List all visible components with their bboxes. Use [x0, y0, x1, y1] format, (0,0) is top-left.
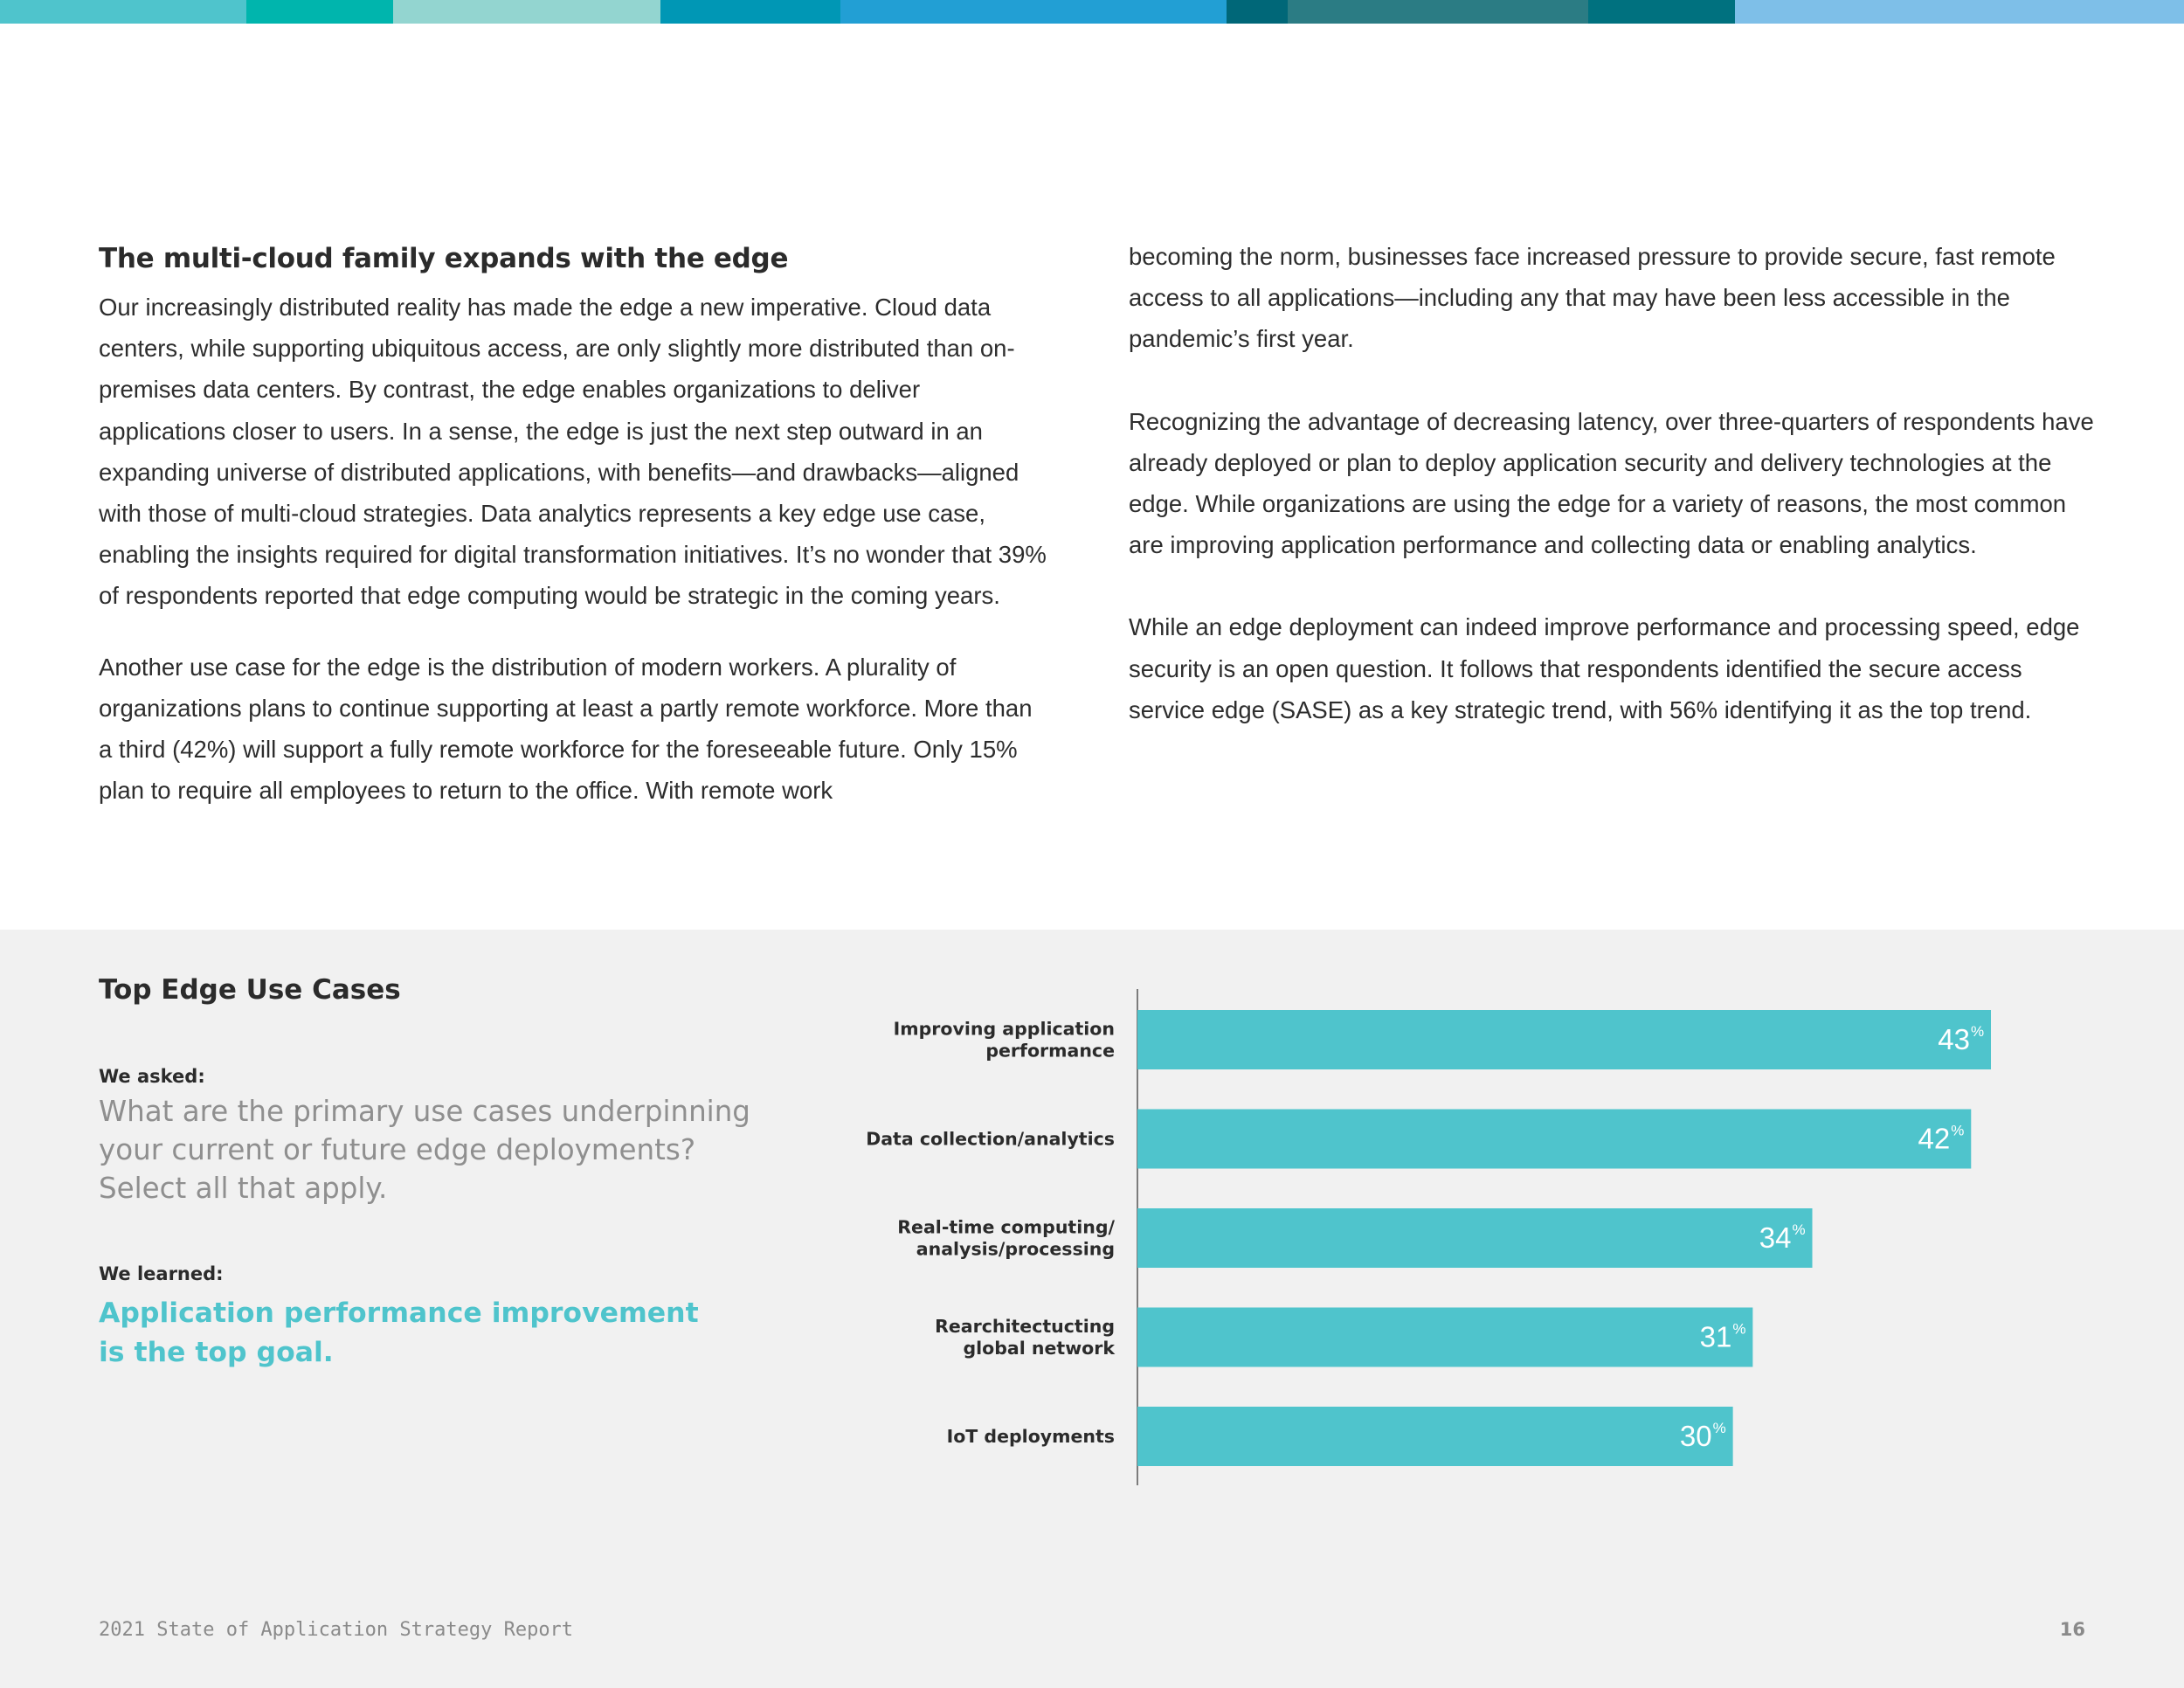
chart-value-label: 43: [1938, 1023, 1970, 1055]
chart-percent-sign: %: [1951, 1122, 1965, 1139]
key-finding: [99, 1294, 710, 1373]
chart-bar: [1137, 1010, 1991, 1069]
top-color-bar: [0, 0, 2184, 24]
chart-percent-sign: %: [1712, 1420, 1726, 1436]
article-left-column: [99, 236, 1051, 841]
color-bar-segment: [0, 0, 246, 24]
color-bar-segment: [660, 0, 840, 24]
chart-category-label: Rearchitectucting: [935, 1316, 1115, 1337]
chart-percent-sign: %: [1971, 1023, 1985, 1040]
chart-category-label: analysis/processing: [916, 1238, 1115, 1260]
article-paragraph: becoming the norm, businesses face increased pressure to provide secure, fast remote access to all applications—including any that may have been less accessible in the pandemic’s first year.: [1129, 243, 2056, 353]
footer-report-title: 2021 State of Application Strategy Report: [99, 1619, 574, 1641]
chart-category-label: Data collection/analytics: [866, 1128, 1115, 1150]
chart-category-label: global network: [963, 1338, 1115, 1359]
survey-question: What are the primary use cases underpinning your current or future edge deployments? Select all that apply.: [99, 1095, 750, 1205]
article-paragraph: Another use case for the edge is the distribution of modern workers. A plurality of organizations plans to continue supporting at least a partly remote workforce. More than a third (42%) will support a fully remote workforce for the foreseeable future. Only 15% plan to require all employees to return to the office. With remote work: [99, 653, 1033, 805]
chart-percent-sign: %: [1732, 1320, 1746, 1338]
chart-bar: [1137, 1208, 1813, 1268]
chart-category-label: performance: [985, 1040, 1115, 1062]
chart-category-label: Improving application: [893, 1018, 1115, 1040]
learned-label: We learned:: [99, 1263, 224, 1284]
article-right-column: [1129, 236, 2098, 771]
page-number: 16: [2059, 1619, 2085, 1640]
article-paragraph: Recognizing the advantage of decreasing latency, over three-quarters of respondents have already deployed or plan to deploy application security and delivery technologies at the edge. While organizations are using the edge for a variety of reasons, the most common are improving application performance and collecting data or enabling analytics.: [1129, 407, 2094, 559]
article-heading: The multi-cloud family expands with the edge: [99, 243, 789, 274]
chart-value-label: 42: [1918, 1122, 1951, 1155]
key-finding-line: Application performance improvement: [99, 1297, 699, 1329]
color-bar-segment: [1588, 0, 1735, 24]
bar-chart: [830, 979, 2053, 1494]
chart-category-label: IoT deployments: [946, 1426, 1115, 1447]
color-bar-segment: [1735, 0, 2184, 24]
chart-value-label: 31: [1699, 1320, 1732, 1353]
chart-bar: [1137, 1110, 1971, 1169]
chart-value-label: 30: [1679, 1420, 1712, 1452]
article-paragraph: While an edge deployment can indeed improve performance and processing speed, edge security is an open question. It follows that respondents identified the secure access service edge (SASE) as a key strategic trend, with 56% identifying it as the top trend.: [1129, 613, 2080, 723]
chart-title: Top Edge Use Cases: [99, 974, 401, 1006]
chart-bar: [1137, 1308, 1752, 1367]
chart-value-label: 34: [1759, 1221, 1792, 1254]
color-bar-segment: [1288, 0, 1588, 24]
color-bar-segment: [246, 0, 393, 24]
asked-label: We asked:: [99, 1066, 205, 1087]
color-bar-segment: [1227, 0, 1288, 24]
article-paragraph: Our increasingly distributed reality has made the edge a new imperative. Cloud data centers, while supporting ubiquitous access, are only slightly more distributed than on-premises data centers. By contrast, the edge enables organizations to deliver applications closer to users. In a sense, the edge is just the next step outward in an expanding universe of distributed applications, with benefits—and drawbacks—aligned with those of multi-cloud strategies. Data analytics represents a key edge use case, enabling the insights required for digital transformation initiatives. It’s no wonder that 39% of respondents reported that edge computing would be strategic in the coming years.: [99, 294, 1047, 610]
key-finding-line: is the top goal.: [99, 1337, 334, 1368]
color-bar-segment: [393, 0, 660, 24]
chart-bar: [1137, 1407, 1733, 1466]
chart-category-label: Real-time computing/: [897, 1216, 1115, 1238]
color-bar-segment: [840, 0, 1227, 24]
chart-percent-sign: %: [1792, 1221, 1806, 1238]
